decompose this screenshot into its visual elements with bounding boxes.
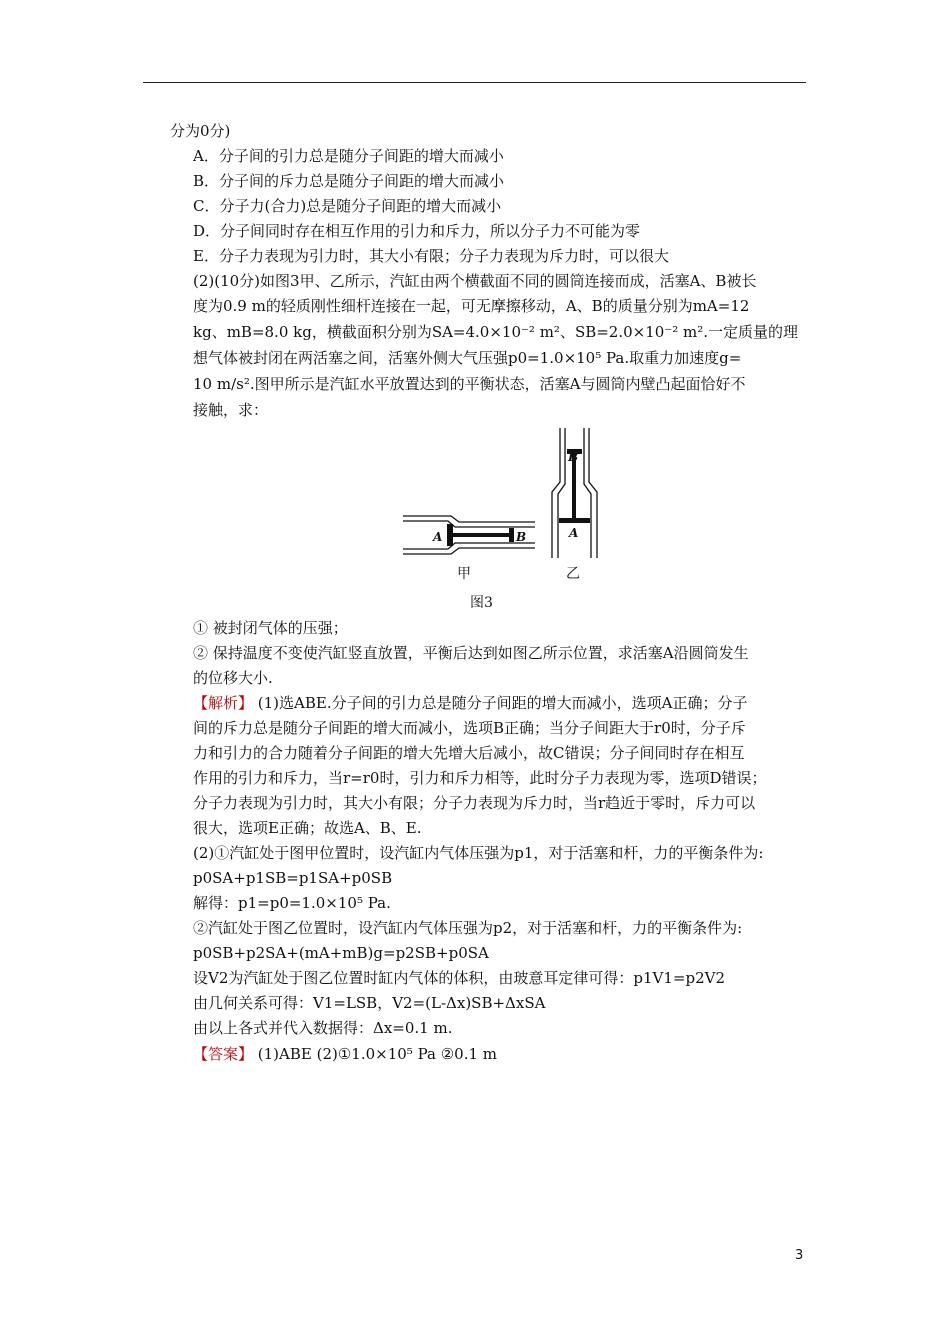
- analysis-line: ②汽缸处于图乙位置时，设汽缸内气体压强为p2，对于活塞和杆，力的平衡条件为:: [193, 919, 743, 937]
- page-number: 3: [795, 1248, 804, 1263]
- analysis-line: 力和引力的合力随着分子间距的增大先增大后减小，故C错误；分子间同时存在相互: [193, 744, 745, 762]
- analysis-line: 解得：p1=p0=1.0×10⁵ Pa.: [193, 894, 391, 912]
- label-a-horizontal: A: [433, 530, 443, 544]
- analysis-line: 由以上各式并代入数据得：Δx=0.1 m.: [193, 1019, 453, 1037]
- analysis-line: 很大，选项E正确；故选A、B、E.: [193, 819, 422, 837]
- sub-question-2-cont: 的位移大小.: [193, 669, 273, 687]
- piston-a-horizontal: [447, 524, 453, 546]
- problem-line: kg、mB=8.0 kg，横截面积分别为SA=4.0×10⁻² m²、SB=2.0×10⁻² m².一定质量的理: [193, 323, 799, 341]
- option-a: A．分子间的引力总是随分子间距的增大而减小: [193, 147, 504, 165]
- problem-line: 10 m/s².图甲所示是汽缸水平放置达到的平衡状态，活塞A与圆筒内壁凸起面恰好不: [193, 375, 746, 393]
- answer-text: (1)ABE (2)①1.0×10⁵ Pa ②0.1 m: [253, 1045, 498, 1063]
- analysis-line: 由几何关系可得：V1=LSB，V2=(L-Δx)SB+ΔxSA: [193, 994, 546, 1012]
- rod-horizontal: [453, 533, 511, 537]
- analysis-tag: 【解析】: [193, 694, 254, 712]
- answer-line: [193, 1044, 497, 1064]
- sub-question-2: ② 保持温度不变使汽缸竖直放置，平衡后达到如图乙所示位置，求活塞A沿圆筒发生: [193, 644, 749, 662]
- piston-a-vertical: [559, 518, 590, 523]
- option-c: C．分子力(合力)总是随分子间距的增大而减小: [193, 197, 502, 215]
- analysis-line: 分子力表现为引力时，其大小有限；分子力表现为斥力时，当r趋近于零时，斥力可以: [193, 794, 756, 812]
- equation-line: p0SB+p2SA+(mA+mB)g=p2SB+p0SA: [193, 944, 489, 962]
- problem-line: 想气体被封闭在两活塞之间，活塞外侧大气压强p0=1.0×10⁵ Pa.取重力加速度g=: [193, 349, 742, 367]
- problem-line: 度为0.9 m的轻质刚性细杆连接在一起，可无摩擦移动，A、B的质量分别为mA=12: [193, 297, 750, 315]
- option-e: E．分子力表现为引力时，其大小有限；分子力表现为斥力时，可以很大: [193, 247, 669, 265]
- label-yi: 乙: [566, 566, 580, 582]
- text-line: 分为0分): [170, 122, 231, 140]
- analysis-line: 间的斥力总是随分子间距的增大而减小，选项B正确；当分子间距大于r0时，分子斥: [193, 719, 746, 737]
- option-d: D．分子间同时存在相互作用的引力和斥力，所以分子力不可能为零: [193, 222, 641, 240]
- figure-caption: 图3: [470, 595, 493, 611]
- analysis-line: (2)①汽缸处于图甲位置时，设汽缸内气体压强为p1，对于活塞和杆，力的平衡条件为:: [193, 844, 764, 862]
- sub-question-1: ① 被封闭气体的压强；: [193, 619, 348, 637]
- analysis-line: 作用的引力和斥力，当r=r0时，引力和斥力相等，此时分子力表现为零，选项D错误；: [193, 769, 767, 787]
- label-jia: 甲: [457, 566, 471, 582]
- equation-line: p0SA+p1SB=p1SA+p0SB: [193, 869, 393, 887]
- problem-line: (2)(10分)如图3甲、乙所示，汽缸由两个横截面不同的圆筒连接而成，活塞A、B被长: [193, 272, 757, 290]
- header-rule: [143, 82, 806, 83]
- figure-cylinders: [395, 420, 620, 590]
- piston-b-horizontal: [509, 528, 514, 542]
- option-b: B．分子间的斥力总是随分子间距的增大而减小: [193, 172, 505, 190]
- answer-tag: 【答案】: [193, 1045, 254, 1063]
- analysis-text: (1)选ABE.分子间的引力总是随分子间距的增大而减小，选项A正确；分子: [253, 694, 748, 712]
- label-a-vertical: A: [569, 526, 579, 540]
- label-b-vertical: B: [568, 450, 579, 464]
- analysis-first-line: [193, 693, 747, 713]
- label-b-horizontal: B: [516, 530, 527, 544]
- problem-line: 接触，求：: [193, 401, 269, 419]
- analysis-line: 设V2为汽缸处于图乙位置时缸内气体的体积，由玻意耳定律可得：p1V1=p2V2: [193, 969, 725, 987]
